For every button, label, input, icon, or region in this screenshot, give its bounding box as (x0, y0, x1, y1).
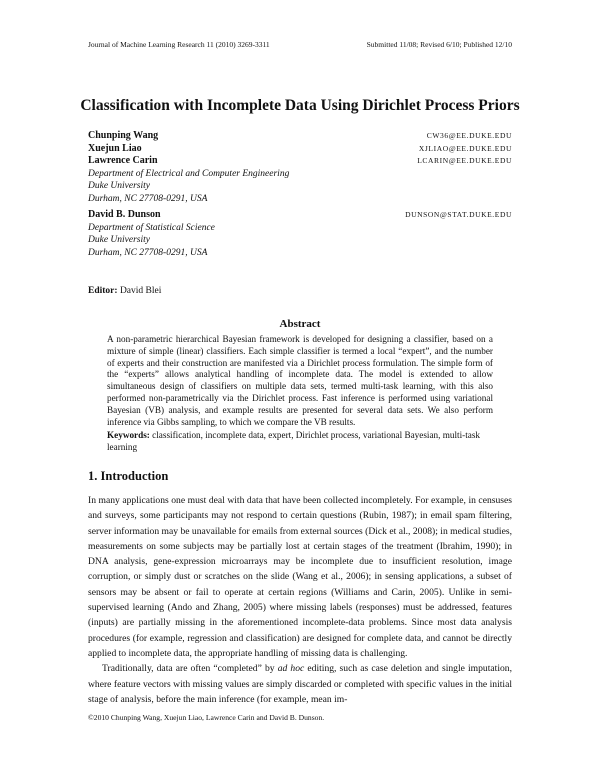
abstract-text: A non-parametric hierarchical Bayesian framework is developed for designing a classifier, based on a mixture of simple (linear) classifiers. Each simple classifier is termed a local “expert”, and the number of experts and their construction are manifested via a Dirichlet process formulation. The simple form of the “experts” allows analytical handling of incomplete data. The model is extended to allow simultaneous design of classifiers on multiple data sets, termed multi-task learning, with this also performed non-parametrically via the Dirichlet process. Fast inference is performed using variational Bayesian (VB) analysis, and example results are presented for several data sets. We also perform inference via Gibbs sampling, to which we compare the VB results. (107, 334, 493, 427)
editor-name: David Blei (119, 286, 162, 296)
author-email: CW36@EE.DUKE.EDU (426, 131, 512, 140)
author-row (88, 130, 512, 143)
emphasis: ad hoc (277, 663, 305, 675)
affiliation-line: Duke University (88, 181, 150, 192)
abstract-heading: Abstract (279, 318, 321, 330)
author-row (88, 155, 512, 168)
copyright-footer: ©2010 Chunping Wang, Xuejun Liao, Lawrence Carin and David B. Dunson. (88, 713, 325, 722)
journal-citation: Journal of Machine Learning Research 11 (2010) 3269-3311 (88, 40, 270, 49)
section-heading: 1. Introduction (88, 469, 169, 483)
author-block-2 (88, 209, 512, 259)
author-row (88, 209, 512, 222)
paragraph: In many applications one must deal with data that have been collected incompletely. For example, in censuses and surveys, some participants may not respond to certain questions (Rubin, 1987); in email spam filtering, server information may be unavailable for emails from external sources (Dick et al., 2008); in medical studies, measurements on some subjects may be partially lost at certain stages of the treatment (Ibrahim, 1990); in DNA analysis, gene-expression microarrays may be incomplete due to insufficient resolution, image corruption, or simply dust or scratches on the slide (Wang et al., 2006); in sensing applications, a subset of sensors may be absent or fail to operate at certain regions (Williams and Carin, 2005). Unlike in semi-supervised learning (Ando and Zhang, 2005) where missing labels (responses) must be addressed, features (inputs) are partially missing in the aforementioned incomplete-data problems. Since most data analysis procedures (for example, regression and classification) are designed for complete data, and cannot be directly applied to incomplete data, the appropriate handling of missing data is challenging. (88, 495, 512, 659)
affiliation-line: Department of Electrical and Computer Engineering (88, 168, 290, 179)
keywords (107, 430, 493, 454)
author-name: Lawrence Carin (88, 155, 158, 167)
author-row (88, 143, 512, 156)
author-name: Chunping Wang (88, 130, 159, 141)
keywords-label: Keywords: (107, 430, 150, 440)
body-text (88, 493, 512, 707)
submission-dates: Submitted 11/08; Revised 6/10; Published 12/10 (366, 40, 512, 49)
author-email: LCARIN@EE.DUKE.EDU (417, 156, 512, 166)
paper-title: Classification with Incomplete Data Using Dirichlet Process Priors (80, 97, 520, 114)
author-email: XJLIAO@EE.DUKE.EDU (418, 143, 512, 153)
affiliation-line: Department of Statistical Science (88, 222, 215, 233)
keywords-text: classification, incomplete data, expert, Dirichlet process, variational Bayesian, multi-task learning (107, 430, 481, 452)
affiliation-line: Durham, NC 27708-0291, USA (88, 247, 208, 258)
editor-label: Editor: (88, 286, 118, 296)
author-email: DUNSON@STAT.DUKE.EDU (405, 210, 512, 219)
paragraph (88, 661, 512, 707)
author-name: David B. Dunson (88, 209, 161, 220)
affiliation-line: Duke University (88, 235, 150, 246)
affiliation-line: Durham, NC 27708-0291, USA (88, 193, 208, 204)
running-header (88, 40, 512, 49)
paragraph-text: editing, such as case deletion and single imputation, where feature vectors with missing values are simply discarded or completed with specific values in the initial stage of analysis, before the main inference (for example, mean im- (88, 663, 512, 705)
editor-line (88, 286, 161, 296)
author-name: Xuejun Liao (88, 142, 142, 154)
paragraph-text: Traditionally, data are often “completed” by (102, 663, 275, 675)
author-block-1 (88, 130, 512, 206)
